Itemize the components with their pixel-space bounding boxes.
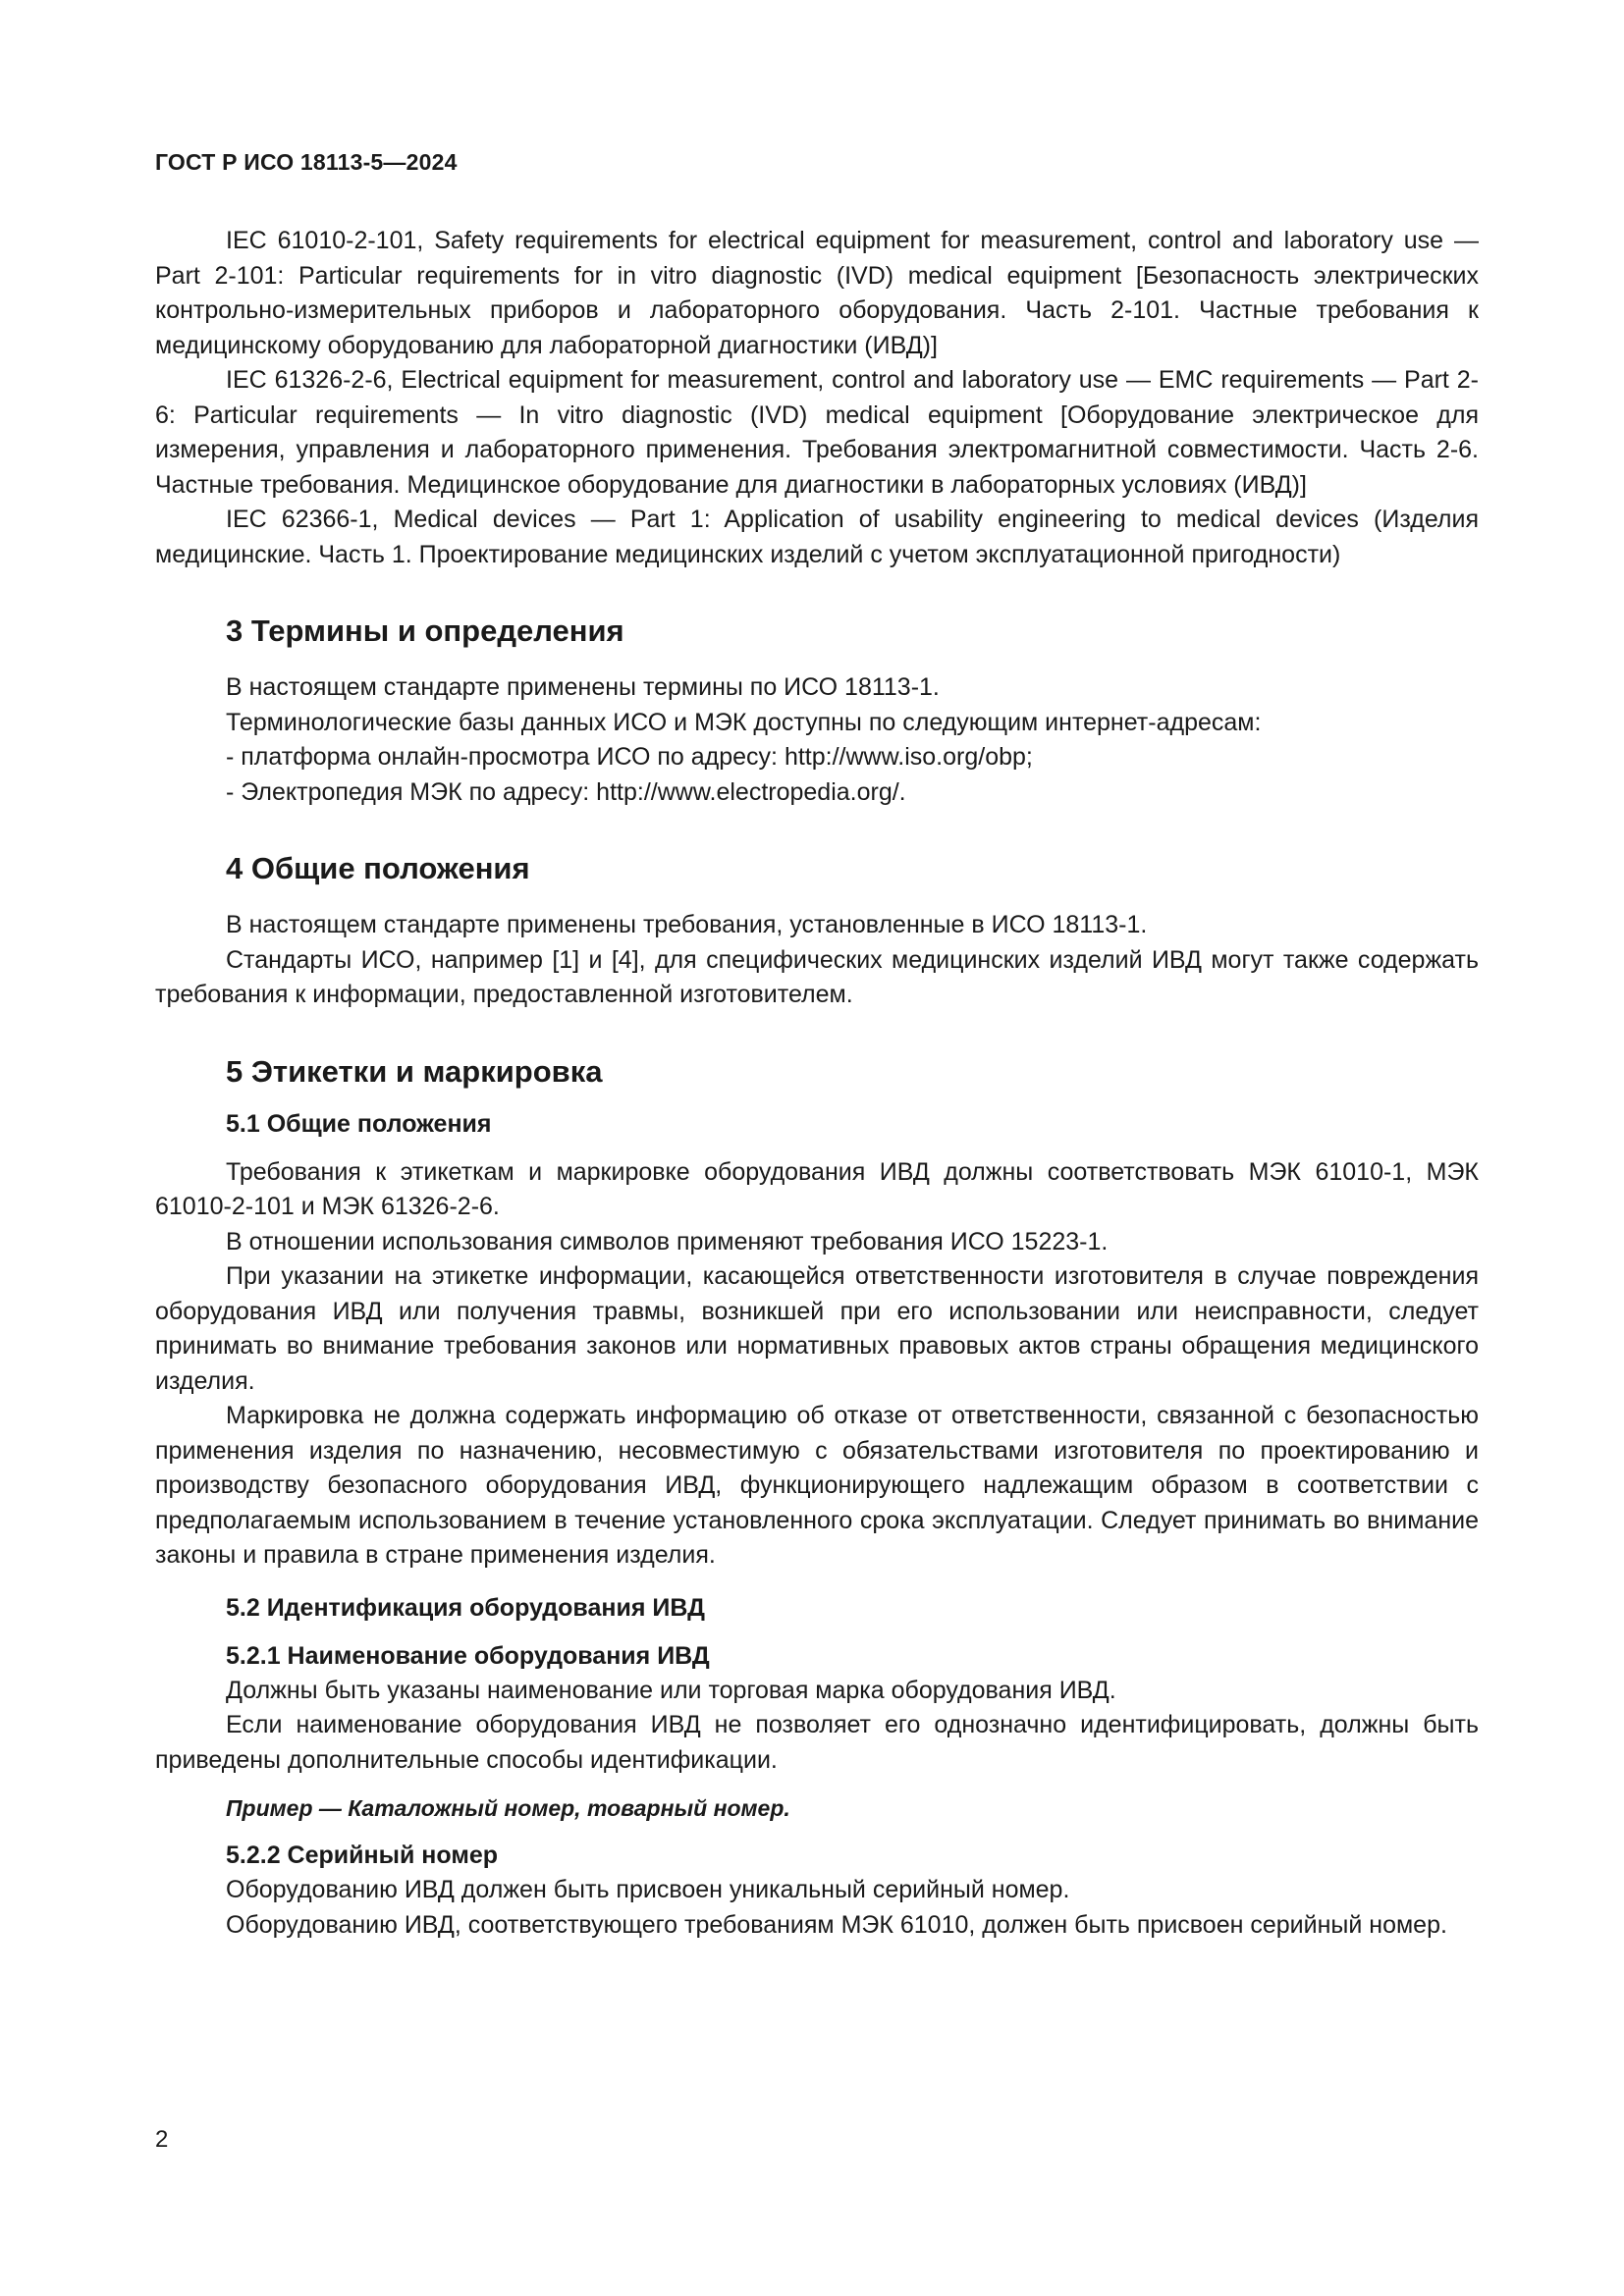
section-3-paragraph: В настоящем стандарте применены термины по ИСО 18113-1. bbox=[226, 673, 940, 701]
page-number: 2 bbox=[155, 2126, 169, 2153]
page-content bbox=[155, 224, 1479, 1943]
section-5-1-heading: 5.1 Общие положения bbox=[226, 1109, 492, 1138]
section-3-paragraph: Терминологические базы данных ИСО и МЭК доступны по следующим интернет-адресам: bbox=[226, 708, 1262, 736]
section-3-heading: 3 Термины и определения bbox=[226, 614, 624, 648]
section-5-2-heading: 5.2 Идентификация оборудования ИВД bbox=[226, 1593, 705, 1622]
section-3-list-item: - платформа онлайн-просмотра ИСО по адресу: http://www.iso.org/obp; bbox=[226, 743, 1033, 771]
section-5-2-1-paragraph: Если наименование оборудования ИВД не позволяет его однозначно идентифицировать, должны быть приведены дополнительные способы идентификации. bbox=[155, 1711, 1479, 1774]
section-4-heading: 4 Общие положения bbox=[226, 851, 530, 885]
section-5-1-paragraph: В отношении использования символов применяют требования ИСО 15223-1. bbox=[226, 1227, 1109, 1255]
section-5-2-1-heading: 5.2.1 Наименование оборудования ИВД bbox=[226, 1641, 710, 1670]
section-4-paragraph: Стандарты ИСО, например [1] и [4], для специфических медицинских изделий ИВД могут также содержать требования к информации, предоставленной изготовителем. bbox=[155, 945, 1479, 1008]
example-note: Пример — Каталожный номер, товарный номер. bbox=[226, 1795, 790, 1821]
section-5-2-2-paragraph: Оборудованию ИВД должен быть присвоен уникальный серийный номер. bbox=[226, 1876, 1070, 1903]
document-header: ГОСТ Р ИСО 18113-5—2024 bbox=[155, 149, 458, 175]
section-5-1-paragraph: Маркировка не должна содержать информацию об отказе от ответственности, связанной с безопасностью применения изделия по назначению, несовместимую с обязательствами изготовителя по проектированию и производству безопасного оборудования ИВД, функционирующего надлежащим образом в соответствии с предполагаемым использованием в течение установленного срока эксплуатации. Следует принимать во внимание законы и правила в стране применения изделия. bbox=[155, 1402, 1479, 1569]
section-5-2-2-heading: 5.2.2 Серийный номер bbox=[226, 1842, 498, 1869]
section-4-paragraph: В настоящем стандарте применены требования, установленные в ИСО 18113-1. bbox=[226, 911, 1148, 938]
section-5-1-paragraph: Требования к этикеткам и маркировке оборудования ИВД должны соответствовать МЭК 61010-1, МЭК 61010-2-101 и МЭК 61326-2-6. bbox=[155, 1157, 1479, 1220]
reference-iec-61010-2-101: IEC 61010-2-101, Safety requirements for electrical equipment for measurement, control and laboratory use — Part 2-101: Particular requirements for in vitro diagnostic (IVD) medical equipment [Безопасность электрических контрольно-измерительных приборов и лабораторного оборудования. Часть 2-101. Частные требования к медицинскому оборудованию для лабораторной диагностики (ИВД)] bbox=[155, 227, 1479, 359]
section-3-list-item: - Электропедия МЭК по адресу: http://www.electropedia.org/. bbox=[226, 777, 906, 806]
section-5-2-2-paragraph: Оборудованию ИВД, соответствующего требованиям МЭК 61010, должен быть присвоен серийный номер. bbox=[226, 1910, 1447, 1939]
section-5-heading: 5 Этикетки и маркировка bbox=[226, 1053, 603, 1089]
section-5-1-paragraph: При указании на этикетке информации, касающейся ответственности изготовителя в случае повреждения оборудования ИВД или получения травмы, возникшей при его использовании или неисправности, следует принимать во внимание требования законов или нормативных правовых актов страны обращения медицинского изделия. bbox=[155, 1262, 1479, 1395]
reference-iec-62366-1: IEC 62366-1, Medical devices — Part 1: Application of usability engineering to medical devices (Изделия медицинские. Часть 1. Проектирование медицинских изделий с учетом эксплуатационной пригодности) bbox=[155, 506, 1479, 568]
section-5-2-1-paragraph: Должны быть указаны наименование или торговая марка оборудования ИВД. bbox=[226, 1676, 1116, 1704]
reference-iec-61326-2-6: IEC 61326-2-6, Electrical equipment for measurement, control and laboratory use — EMC requirements — Part 2-6: Particular requirements — In vitro diagnostic (IVD) medical equipment [Оборудование электрическое для измерения, управления и лабораторного применения. Требования электромагнитной совместимости. Часть 2-6. Частные требования. Медицинское оборудование для диагностики в лабораторных условиях (ИВД)] bbox=[155, 366, 1479, 499]
